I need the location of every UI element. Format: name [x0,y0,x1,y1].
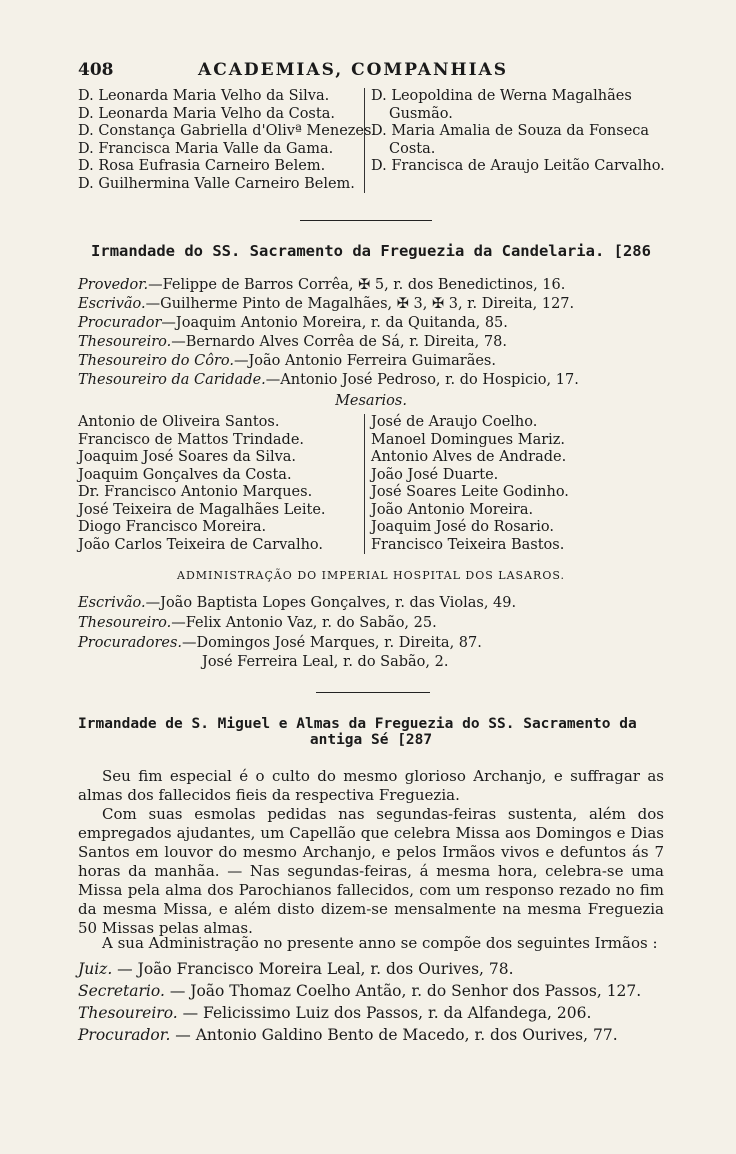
section-ref: [287 [397,732,433,748]
list-item: D. Maria Amalia de Souza da Fonseca [371,123,650,139]
list-item: D. Leonarda Maria Velho da Costa. [78,105,335,122]
mesarios-label: Mesarios. [335,393,407,409]
officer-line: Thesoureiro. — Felicissimo Luiz dos Passos, r. da Alfandega, 206. [78,1004,592,1022]
list-item: Gusmão. [389,105,453,122]
officer-line: Thesoureiro.—Bernardo Alves Corrêa de Sá, r. Direita, 78. [78,334,507,350]
page-header [78,60,658,82]
paragraph: A sua Administração no presente anno se compõe dos seguintes Irmãos : [102,934,658,952]
title-line: antiga Sé [287 [309,732,433,748]
officer-line: José Ferreira Leal, r. do Sabão, 2. [202,654,449,670]
officer-line: Thesoureiro da Caridade.—Antonio José Pedroso, r. do Hospicio, 17. [78,372,579,388]
list-item: Dr. Francisco Antonio Marques. [78,484,313,500]
list-item: Antonio de Oliveira Santos. [78,414,280,430]
mesarios-left [78,414,365,554]
administration-intro [78,934,664,953]
hospital-title: ADMINISTRAÇÃO DO IMPERIAL HOSPITAL DOS LASAROS. [177,569,565,582]
section-title-miguel [78,716,664,748]
title-line: Irmandade de S. Miguel e Almas da Freguezia do SS. Sacramento da [78,716,637,732]
section-divider [316,692,430,693]
section-title-candelaria: Irmandade do SS. Sacramento da Freguezia da Candelaria. [286 [91,242,651,260]
list-item: José Teixeira de Magalhães Leite. [78,501,326,518]
list-item: D. Leopoldina de Werna Magalhães [371,88,632,104]
list-item: João José Duarte. [371,466,499,483]
list-item: Francisco Teixeira Bastos. [371,536,565,553]
list-item: João Antonio Moreira. [371,501,534,518]
list-item: D. Leonarda Maria Velho da Silva. [78,88,330,104]
list-item: Manoel Domingues Mariz. [371,431,566,448]
officer-line: Procurador. — Antonio Galdino Bento de Macedo, r. dos Ourives, 77. [78,1026,618,1044]
miguel-officers [78,958,664,1046]
paragraph: Seu fim especial é o culto do mesmo glorioso Archanjo, e suffragar as almas dos fallecidos fieis da respectiva Freguezia. [78,767,664,804]
list-item: Costa. [389,140,436,157]
officer-line: Procuradores.—Domingos José Marques, r. Direita, 87. [78,635,482,651]
list-item: Antonio Alves de Andrade. [371,449,567,465]
list-item: D. Francisca de Araujo Leitão Carvalho. [371,158,665,174]
list-item: D. Guilhermina Valle Carneiro Belem. [78,175,355,192]
officer-line: Escrivão.—Guilherme Pinto de Magalhães, ✠ 3, ✠ 3, r. Direita, 127. [78,296,575,312]
mesarios-right [365,414,664,554]
mesarios-list [78,414,664,554]
top-names [78,88,664,193]
list-item: João Carlos Teixeira de Carvalho. [78,536,323,553]
top-names-left [78,88,377,193]
officer-line: Procurador—Joaquim Antonio Moreira, r. da Quitanda, 85. [78,315,508,331]
officer-line: Secretario. — João Thomaz Coelho Antão, r. do Senhor dos Passos, 127. [78,982,642,1000]
running-title: ACADEMIAS, COMPANHIAS [198,60,508,80]
list-item: Francisco de Mattos Trindade. [78,431,305,448]
section-ref: [286 [613,242,651,260]
officer-line: Escrivão.—João Baptista Lopes Gonçalves, r. das Violas, 49. [78,595,517,611]
officer-line: Thesoureiro do Côro.—João Antonio Ferreira Guimarães. [78,353,496,369]
list-item: D. Francisca Maria Valle da Gama. [78,140,334,157]
list-item: José Soares Leite Godinho. [371,484,569,500]
officer-line: Juiz. — João Francisco Moreira Leal, r. dos Ourives, 78. [78,960,514,978]
list-item: Joaquim Gonçalves da Costa. [78,466,292,483]
officer-line: Provedor.—Felippe de Barros Corrêa, ✠ 5, r. dos Benedictinos, 16. [78,277,566,293]
list-item: Joaquim José Soares da Silva. [78,449,297,465]
paragraph: Com suas esmolas pedidas nas segundas-feiras sustenta, além dos empregados ajudantes, um Capellão que celebra Missa aos Domingos e Dias Santos em louvor do mesmo Archanjo, e pelos Irmãos vivos e defuntos ás 7 horas da manhãa. — Nas segundas-feiras, á mesma hora, celebra-se uma Missa pela alma dos Parochianos fallecidos, com um responso rezado no fim da mesma Missa, e além disto dizem-se mensalmente na mesma Freguezia 50 Missas pelas almas. [78,805,664,937]
list-item: Joaquim José do Rosario. [371,519,554,535]
section-divider [300,220,432,221]
miguel-description [78,767,664,938]
list-item: José de Araujo Coelho. [371,414,538,430]
officer-line: Thesoureiro.—Felix Antonio Vaz, r. do Sabão, 25. [78,615,437,631]
list-item: Diogo Francisco Moreira. [78,519,267,535]
list-item: D. Rosa Eufrasia Carneiro Belem. [78,158,326,174]
list-item: D. Constança Gabriella d'Olivª Menezes. [78,123,377,139]
top-names-right [365,88,665,193]
page-number: 408 [78,60,114,80]
